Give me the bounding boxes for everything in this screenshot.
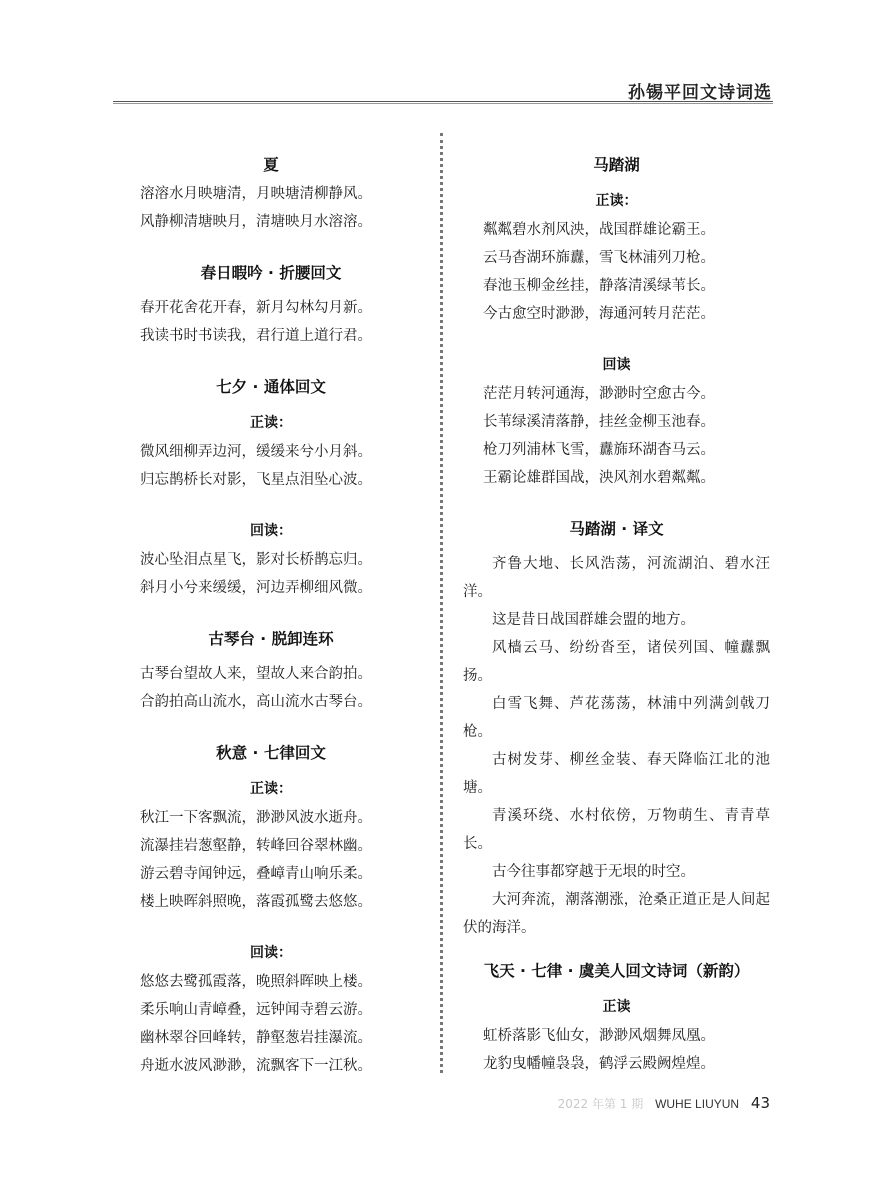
reverse-reading-label: 回读：	[250, 523, 292, 539]
poem-title: 秋意 · 七律回文	[216, 744, 326, 762]
left-column	[140, 150, 402, 1080]
poem-line: 长苇绿溪清落静，挂丝金柳玉池春。	[483, 414, 715, 430]
poem-line: 游云碧寺闻钟远，叠嶂青山响乐柔。	[140, 866, 372, 882]
forward-reading-label: 正读：	[595, 193, 638, 209]
poem-xia	[140, 150, 402, 236]
poem-line: 流瀑挂岩葱壑静，转峰回谷翠林幽。	[140, 838, 372, 854]
translation-section	[463, 514, 770, 942]
translation-paragraph: 这是昔日战国群雄会盟的地方。	[492, 612, 695, 628]
poem-line: 舟逝水波风渺渺，流飘客下一江秋。	[140, 1058, 372, 1074]
poem-line: 悠悠去鹭孤霞落，晚照斜晖映上楼。	[140, 974, 372, 990]
page-footer	[558, 1094, 770, 1112]
forward-reading-label: 正读	[602, 999, 631, 1015]
poem-title: 七夕 · 通体回文	[216, 378, 326, 396]
poem-chunri	[140, 258, 402, 350]
poem-line: 云马杳湖环旆纛，雪飞林浦列刀枪。	[483, 250, 715, 266]
poem-qiuyi	[140, 738, 402, 1080]
issue-label: 2022 年第 1 期	[557, 1097, 644, 1111]
header-rule	[113, 101, 773, 104]
translation-paragraph: 古今往事都穿越于无垠的时空。	[492, 864, 695, 880]
poem-line: 风静柳清塘映月，清塘映月水溶溶。	[140, 214, 372, 230]
poem-feitian	[463, 956, 770, 1078]
translation-paragraph: 大河奔流，潮落潮涨，沧桑正道正是人间起伏的海洋。	[463, 892, 770, 936]
right-column	[463, 150, 770, 1078]
poem-title: 飞天 · 七律 · 虞美人回文诗词（新韵）	[483, 962, 750, 980]
page-number: 43	[750, 1094, 770, 1112]
poem-guqintai	[140, 624, 402, 716]
poem-matahu	[463, 150, 770, 492]
poem-line: 秋江一下客飘流，渺渺风波水逝舟。	[140, 810, 372, 826]
poem-line: 茫茫月转河通海，渺渺时空愈古今。	[483, 386, 715, 402]
poem-line: 波心坠泪点星飞，影对长桥鹊忘归。	[140, 552, 372, 568]
poem-line: 龙豹曳幡幢袅袅，鹤浮云殿阙煌煌。	[483, 1056, 715, 1072]
translation-paragraph: 风樯云马、纷纷沓至，诸侯列国、幢纛飘扬。	[463, 640, 770, 684]
reverse-reading-label: 回读	[602, 357, 631, 373]
poem-line: 粼粼碧水剂风泱，战国群雄论霸王。	[483, 222, 715, 238]
poem-line: 柔乐响山青嶂叠，远钟闻寺碧云游。	[140, 1002, 372, 1018]
forward-reading-label: 正读：	[250, 415, 292, 431]
poem-line: 幽林翠谷回峰转，静壑葱岩挂瀑流。	[140, 1030, 372, 1046]
poem-line: 归忘鹊桥长对影，飞星点泪坠心波。	[140, 472, 372, 488]
poem-line: 斜月小兮来缓缓，河边弄柳细风微。	[140, 580, 372, 596]
poem-title: 古琴台 · 脱卸连环	[208, 630, 334, 648]
poem-title: 马踏湖	[593, 156, 640, 174]
poem-line: 楼上映晖斜照晚，落霞孤鹭去悠悠。	[140, 894, 372, 910]
translation-paragraph: 白雪飞舞、芦花荡荡，林浦中列满剑戟刀枪。	[463, 696, 770, 740]
poem-line: 合韵拍高山流水，高山流水古琴台。	[140, 694, 372, 710]
reverse-reading-label: 回读：	[250, 945, 292, 961]
poem-title: 春日暇吟 · 折腰回文	[200, 264, 342, 282]
poem-qixi	[140, 372, 402, 602]
poem-line: 虹桥落影飞仙女，渺渺风烟舞凤凰。	[483, 1028, 715, 1044]
translation-paragraph: 青溪环绕、水村依傍，万物萌生、青青草长。	[463, 808, 770, 852]
forward-reading-label: 正读：	[250, 781, 292, 797]
poem-line: 春开花舍花开春，新月勾林勾月新。	[140, 300, 372, 316]
poem-title: 夏	[263, 156, 279, 174]
poem-line: 微风细柳弄边河，缓缓来兮小月斜。	[140, 444, 372, 460]
poem-line: 王霸论雄群国战，泱风剂水碧粼粼。	[483, 470, 715, 486]
poem-line: 溶溶水月映塘清，月映塘清柳静风。	[140, 186, 372, 202]
column-divider	[440, 133, 443, 1073]
poem-line: 今古愈空时渺渺，海通河转月茫茫。	[483, 306, 715, 322]
running-header-title: 孙锡平回文诗词选	[628, 83, 772, 103]
poem-line: 春池玉柳金丝挂，静落清溪绿苇长。	[483, 278, 715, 294]
translation-title: 马踏湖 · 译文	[569, 520, 664, 538]
translation-paragraph: 齐鲁大地、长风浩荡，河流湖泊、碧水汪洋。	[463, 556, 770, 600]
translation-paragraph: 古树发芽、柳丝金装、春天降临江北的池塘。	[463, 752, 770, 796]
poem-line: 我读书时书读我，君行道上道行君。	[140, 328, 372, 344]
poem-line: 枪刀列浦林飞雪，纛旆环湖杳马云。	[483, 442, 715, 458]
poem-line: 古琴台望故人来，望故人来合韵拍。	[140, 666, 372, 682]
magazine-name: WUHE LIUYUN	[655, 1097, 740, 1111]
